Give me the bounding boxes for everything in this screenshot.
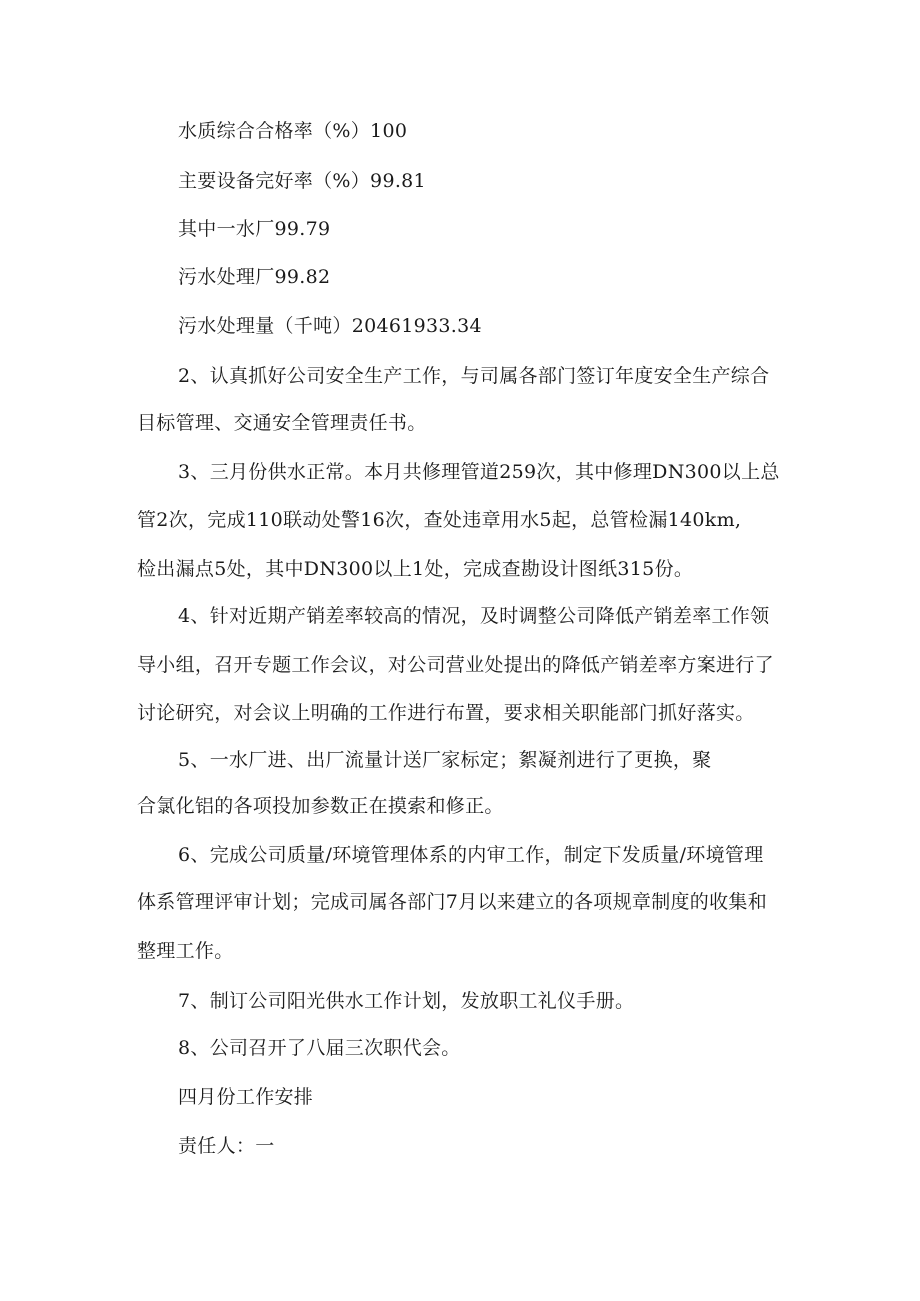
text-line-sewage-volume: 污水处理量（千吨）20461933.34 [178, 315, 482, 337]
paragraph-7-line: 7、制订公司阳光供水工作计划，发放职工礼仪手册。 [178, 990, 635, 1012]
paragraph-3-line-2: 管2次，完成110联动处警16次，查处违章用水5起，总管检漏140km, [137, 509, 742, 531]
paragraph-8-line: 8、公司召开了八届三次职代会。 [178, 1037, 461, 1059]
paragraph-3-line-1: 3、三月份供水正常。本月共修理管道259次，其中修理DN300以上总 [178, 461, 780, 483]
text-line-plant-one-rate: 其中一水厂99.79 [178, 218, 331, 240]
paragraph-2-line-1: 2、认真抓好公司安全生产工作，与司属各部门签订年度安全生产综合 [178, 365, 770, 387]
paragraph-4-line-3: 讨论研究，对会议上明确的工作进行布置，要求相关职能部门抓好落实。 [137, 702, 755, 724]
paragraph-6-line-3: 整理工作。 [137, 940, 234, 962]
paragraph-2-line-2: 目标管理、交通安全管理责任书。 [137, 412, 427, 434]
paragraph-5-line-2: 合氯化铝的各项投加参数正在摸索和修正。 [137, 795, 504, 817]
paragraph-3-line-3: 检出漏点5处，其中DN300以上1处，完成查勘设计图纸315份。 [137, 558, 694, 580]
text-line-water-quality-rate: 水质综合合格率（%）100 [178, 120, 408, 142]
paragraph-5-line-1: 5、一水厂进、出厂流量计送厂家标定；絮凝剂进行了更换，聚 [178, 749, 712, 771]
paragraph-6-line-1: 6、完成公司质量/环境管理体系的内审工作，制定下发质量/环境管理 [178, 844, 764, 866]
paragraph-4-line-1: 4、针对近期产销差率较高的情况，及时调整公司降低产销差率工作领 [178, 605, 770, 627]
paragraph-6-line-2: 体系管理评审计划；完成司属各部门7月以来建立的各项规章制度的收集和 [137, 891, 767, 913]
section-heading-april-plan: 四月份工作安排 [178, 1086, 314, 1108]
paragraph-4-line-2: 导小组，召开专题工作会议，对公司营业处提出的降低产销差率方案进行了 [137, 654, 774, 676]
responsible-person-line: 责任人：一 [178, 1135, 275, 1157]
text-line-sewage-plant-rate: 污水处理厂99.82 [178, 266, 331, 288]
text-line-equipment-rate: 主要设备完好率（%）99.81 [178, 170, 426, 192]
